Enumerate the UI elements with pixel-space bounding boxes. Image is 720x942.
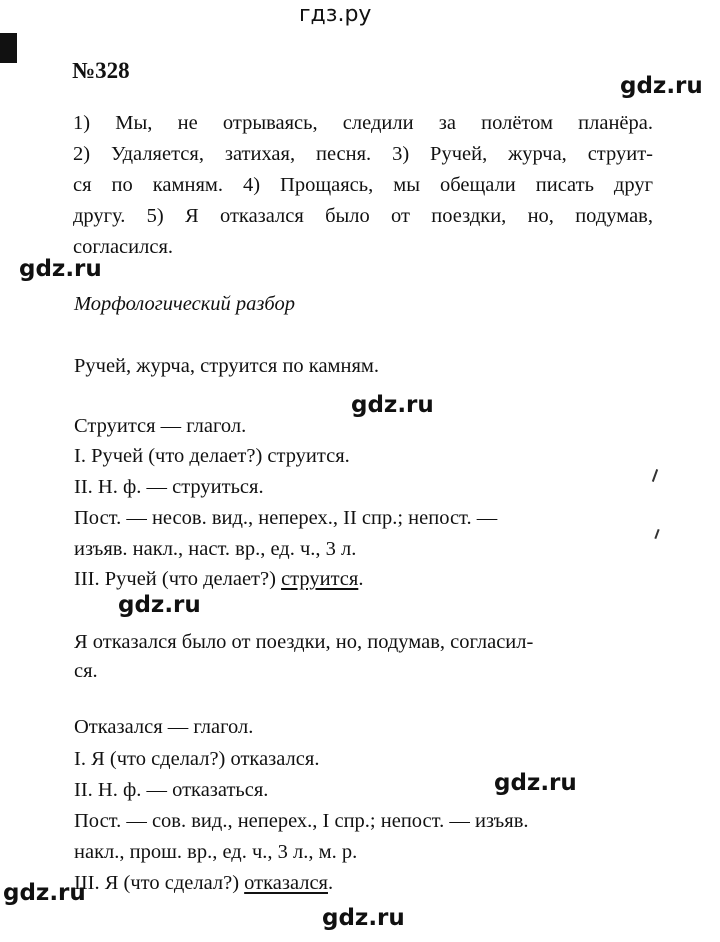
block1-iii-end: . [358,568,364,590]
sentence-line: 1) Мы, не отрываясь, следили за полётом планёра. [73,112,653,134]
block1-point-iii [74,564,363,595]
block1-iii-underlined-word: струится [281,568,359,590]
watermark: gdz.ru [494,770,577,796]
site-header: гдз.ру [299,2,372,27]
block1-part-of-speech: Струится — глагол. [74,415,247,437]
sentence-line: согласился. [73,236,173,258]
block2-part-of-speech: Отказался — глагол. [74,716,254,738]
block1-sentence: Ручей, журча, струится по камням. [74,355,380,377]
analysis-heading: Морфологический разбор [74,293,295,315]
stray-mark [654,529,659,539]
block2-sentence-line1: Я отказался было от поездки, но, подумав, согласил- [74,631,534,653]
block2-sentence-line2: ся. [74,660,98,682]
watermark: gdz.ru [3,880,86,906]
watermark: gdz.ru [351,392,434,418]
block2-iii-text: III. Я (что сделал?) [74,872,245,894]
block1-point-i: I. Ручей (что делает?) струится. [74,445,350,467]
sentence-line: 2) Удаляется, затихая, песня. 3) Ручей, журча, струит- [73,143,653,165]
block2-iii-end: . [327,872,334,894]
block2-point-i: I. Я (что сделал?) отказался. [74,748,320,770]
watermark: gdz.ru [19,256,102,282]
block2-point-iii [74,868,333,899]
watermark: gdz.ru [118,592,201,618]
block2-constant-features: Пост. — сов. вид., неперех., I спр.; непост. — изъяв. [74,810,529,832]
block2-iii-underlined-word: отказался [244,872,328,894]
stray-mark [652,469,658,482]
block1-variable-features: изъяв. накл., наст. вр., ед. ч., 3 л. [74,538,357,560]
sentence-line: другу. 5) Я отказался было от поездки, но, подумав, [73,205,653,227]
block1-constant-features: Пост. — несов. вид., неперех., II спр.; непост. — [74,507,498,529]
sentences-paragraph [73,108,653,263]
watermark: gdz.ru [620,73,703,99]
page-edge-mark [0,33,17,63]
block2-variable-features: накл., прош. вр., ед. ч., 3 л., м. р. [74,841,358,863]
watermark: gdz.ru [322,905,405,931]
block1-point-ii: II. Н. ф. — струиться. [74,476,264,498]
block1-iii-text: III. Ручей (что делает?) [74,568,282,590]
exercise-number: №328 [72,58,130,83]
sentence-line: ся по камням. 4) Прощаясь, мы обещали писать друг [73,174,653,196]
block2-point-ii: II. Н. ф. — отказаться. [74,779,269,801]
